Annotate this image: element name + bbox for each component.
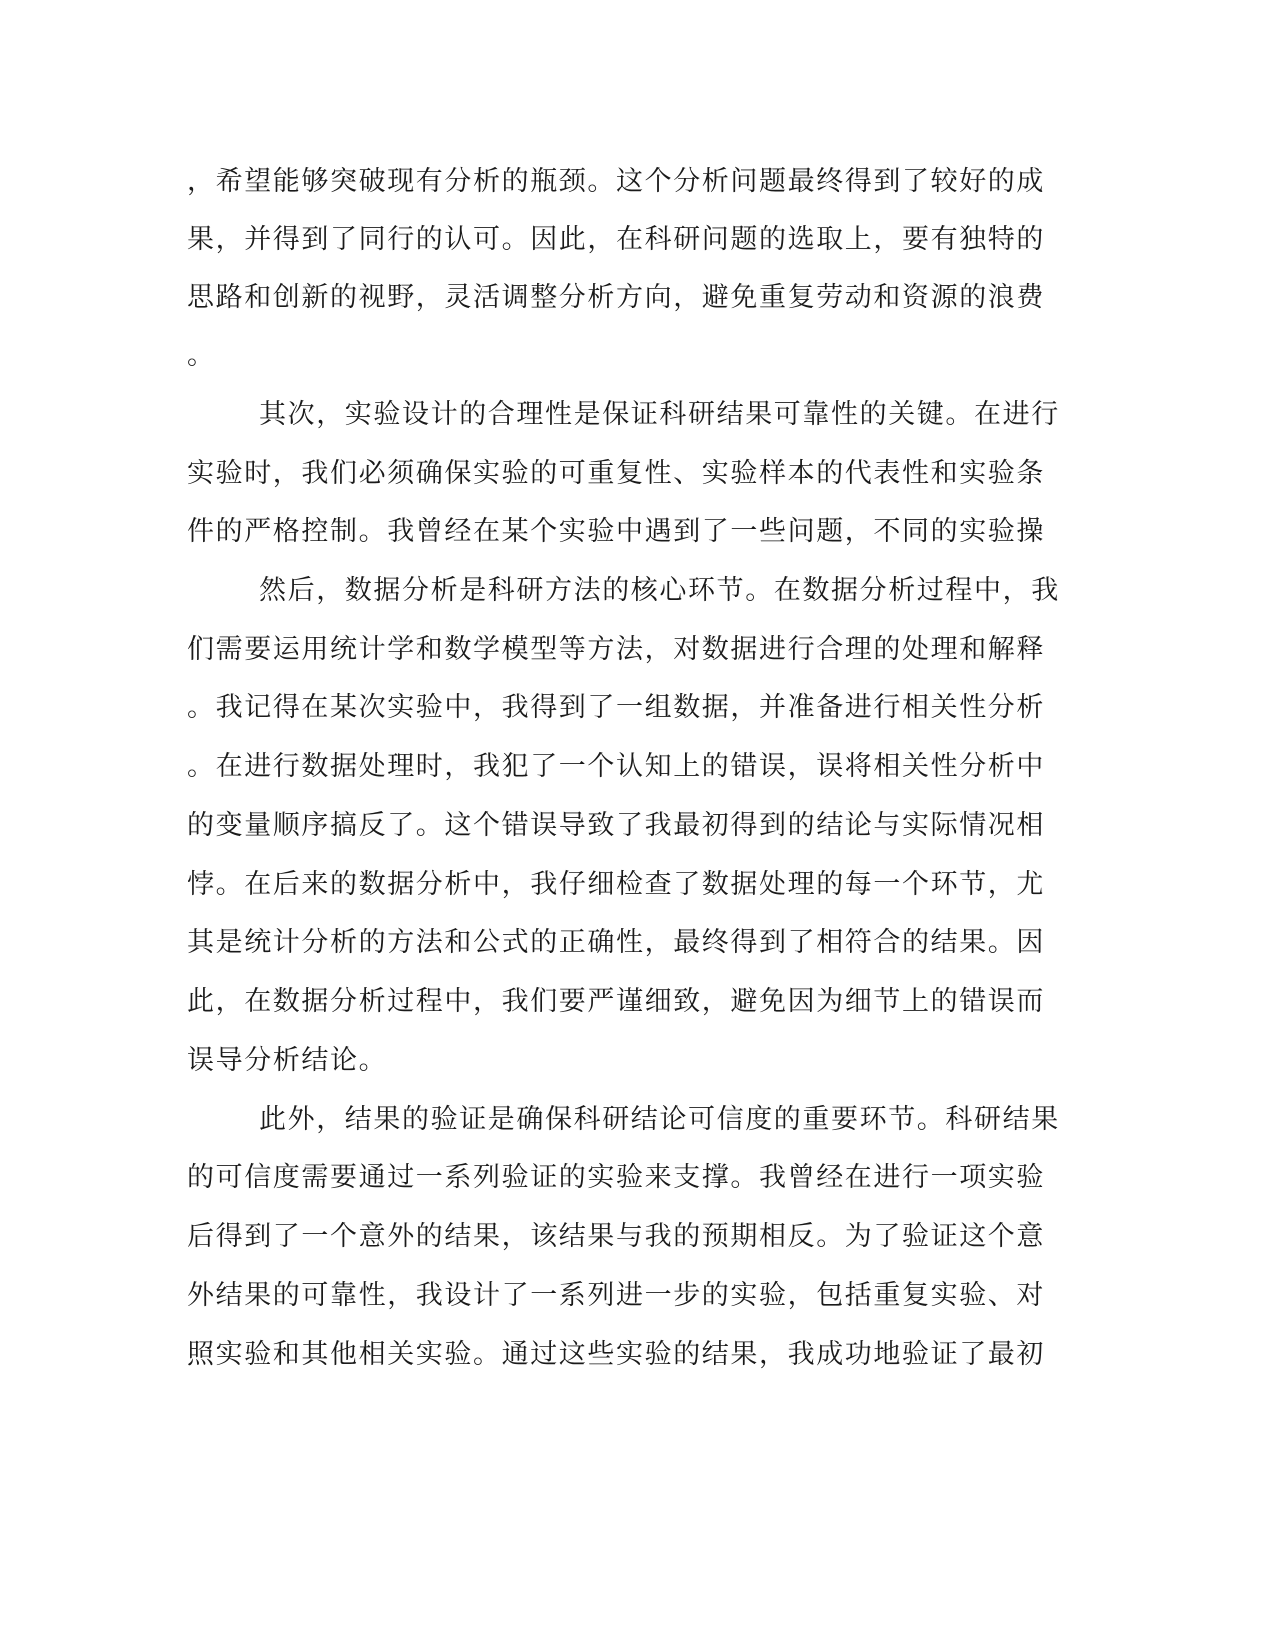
text-line: 后得到了一个意外的结果，该结果与我的预期相反。为了验证这个意: [187, 1221, 1045, 1252]
text-line: 的可信度需要通过一系列验证的实验来支撑。我曾经在进行一项实验: [187, 1162, 1045, 1193]
paragraph-start-line: 其次，实验设计的合理性是保证科研结果可靠性的关键。在进行: [259, 399, 1060, 430]
paragraph-start-line: 然后，数据分析是科研方法的核心环节。在数据分析过程中，我: [259, 575, 1060, 606]
text-line: 果，并得到了同行的认可。因此，在科研问题的选取上，要有独特的: [187, 224, 1045, 255]
text-line: 。我记得在某次实验中，我得到了一组数据，并准备进行相关性分析: [187, 692, 1045, 723]
text-line: 们需要运用统计学和数学模型等方法，对数据进行合理的处理和解释: [187, 634, 1045, 665]
text-line: 思路和创新的视野，灵活调整分析方向，避免重复劳动和资源的浪费: [187, 282, 1045, 313]
text-line: 外结果的可靠性，我设计了一系列进一步的实验，包括重复实验、对: [187, 1280, 1045, 1311]
text-line: 照实验和其他相关实验。通过这些实验的结果，我成功地验证了最初: [187, 1339, 1045, 1370]
text-line: 件的严格控制。我曾经在某个实验中遇到了一些问题，不同的实验操: [187, 516, 1045, 547]
text-line: 误导分析结论。: [187, 1045, 388, 1076]
text-line: 的变量顺序搞反了。这个错误导致了我最初得到的结论与实际情况相: [187, 810, 1045, 841]
text-line: 。在进行数据处理时，我犯了一个认知上的错误，误将相关性分析中: [187, 751, 1045, 782]
paragraph-start-line: 此外，结果的验证是确保科研结论可信度的重要环节。科研结果: [259, 1104, 1060, 1135]
text-line: 悖。在后来的数据分析中，我仔细检查了数据处理的每一个环节，尤: [187, 869, 1045, 900]
text-line: 。: [187, 340, 216, 371]
text-line: 实验时，我们必须确保实验的可重复性、实验样本的代表性和实验条: [187, 458, 1045, 489]
text-line: ，希望能够突破现有分析的瓶颈。这个分析问题最终得到了较好的成: [187, 166, 1045, 197]
text-line: 其是统计分析的方法和公式的正确性，最终得到了相符合的结果。因: [187, 927, 1045, 958]
text-line: 此，在数据分析过程中，我们要严谨细致，避免因为细节上的错误而: [187, 986, 1045, 1017]
